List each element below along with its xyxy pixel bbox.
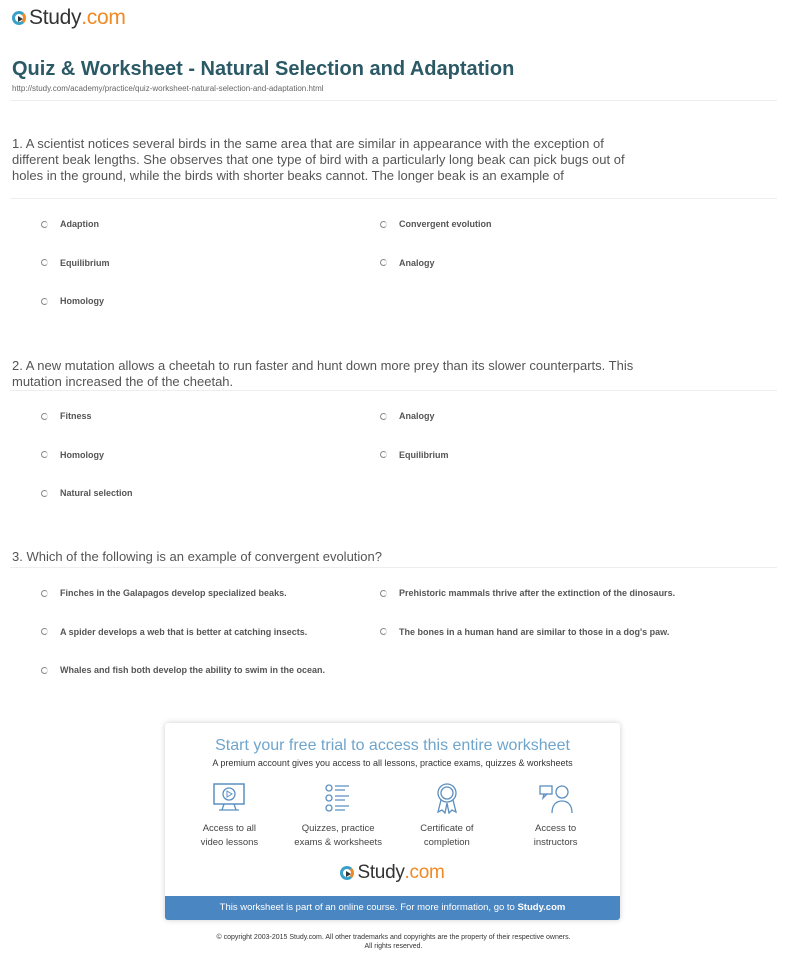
option-label: Finches in the Galapagos develop specialized beaks.	[60, 588, 287, 598]
feature-certificate: Certificate of completion	[397, 782, 497, 850]
answer-option[interactable]	[41, 258, 110, 268]
answer-option[interactable]	[380, 588, 675, 598]
question-text: 3. Which of the following is an example of convergent evolution?	[12, 549, 382, 564]
radio-button[interactable]	[41, 590, 48, 597]
option-label: Analogy	[399, 257, 435, 268]
option-label: Adaption	[60, 219, 99, 229]
feature-quizzes: Quizzes, practice exams & worksheets	[288, 782, 388, 850]
answer-option[interactable]	[41, 488, 133, 498]
logo-text: Study	[29, 6, 82, 29]
course-info-banner	[165, 896, 620, 920]
divider	[10, 390, 777, 391]
logo-dot: .com	[404, 862, 445, 883]
radio-button[interactable]	[41, 451, 48, 458]
promo-logo[interactable]	[165, 862, 620, 884]
answer-option[interactable]	[380, 627, 669, 637]
radio-button[interactable]	[380, 413, 387, 420]
study-link[interactable]: Study.com	[517, 902, 566, 913]
feature-instructors: Access to instructors	[506, 782, 606, 850]
option-label: Homology	[60, 449, 104, 460]
radio-button[interactable]	[41, 413, 48, 420]
logo-dot: .com	[81, 6, 126, 29]
page-url: http://study.com/academy/practice/quiz-worksheet-natural-selection-and-adaptation.html	[12, 84, 324, 93]
answer-option[interactable]	[380, 450, 449, 460]
answer-option[interactable]	[41, 627, 307, 637]
page-title: Quiz & Worksheet - Natural Selection and Adaptation	[12, 58, 515, 80]
play-logo-icon	[12, 11, 26, 25]
option-label: Whales and fish both develop the ability to swim in the ocean.	[60, 665, 326, 675]
answer-option[interactable]	[41, 665, 325, 675]
quiz-list-icon	[320, 782, 356, 814]
banner-text: This worksheet is part of an online course. For more information, go to	[219, 902, 518, 913]
option-label: Fitness	[60, 411, 92, 421]
radio-button[interactable]	[380, 628, 387, 635]
divider	[10, 567, 777, 568]
answer-option[interactable]	[41, 450, 104, 460]
divider	[10, 100, 777, 101]
question-text: 1. A scientist notices several birds in the same area that are similar in appearance with the exception of different beak lengths. She observes that one type of bird with a particularly long beak can pick bugs out of holes in the ground, while the birds with shorter beaks cannot. The longer beak is an example of	[12, 136, 625, 183]
divider	[10, 198, 777, 199]
answer-option[interactable]	[380, 411, 435, 421]
answer-option[interactable]	[41, 588, 287, 598]
option-label: Natural selection	[60, 488, 133, 498]
radio-button[interactable]	[41, 259, 48, 266]
feature-video: Access to all video lessons	[179, 782, 279, 850]
answer-option[interactable]	[41, 296, 104, 306]
option-label: Convergent evolution	[399, 219, 492, 229]
radio-button[interactable]	[41, 667, 48, 674]
radio-button[interactable]	[380, 590, 387, 597]
instructor-icon	[538, 782, 574, 814]
radio-button[interactable]	[380, 259, 387, 266]
option-label: Equilibrium	[399, 449, 449, 460]
video-monitor-icon	[211, 782, 247, 814]
promo-subheading: A premium account gives you access to all lessons, practice exams, quizzes & worksheets	[212, 758, 573, 768]
promo-box	[165, 723, 620, 920]
option-label: Homology	[60, 296, 104, 306]
radio-button[interactable]	[41, 221, 48, 228]
play-logo-icon	[340, 866, 354, 880]
logo-text: Study	[357, 862, 405, 883]
radio-button[interactable]	[41, 298, 48, 305]
option-label: Analogy	[399, 411, 435, 421]
answer-option[interactable]	[380, 258, 435, 268]
radio-button[interactable]	[380, 221, 387, 228]
question-text: 2. A new mutation allows a cheetah to run faster and hunt down more prey than its slower counterparts. This mutation increased the of the cheetah.	[12, 358, 634, 389]
answer-option[interactable]	[380, 219, 492, 229]
copyright: © copyright 2003-2015 Study.com. All other trademarks and copyrights are the property of their respective owners. All rights reserved.	[216, 934, 571, 950]
certificate-icon	[429, 782, 465, 814]
answer-option[interactable]	[41, 411, 92, 421]
study-logo[interactable]	[12, 6, 126, 30]
option-label: Prehistoric mammals thrive after the extinction of the dinosaurs.	[399, 588, 676, 598]
option-label: A spider develops a web that is better at catching insects.	[60, 626, 308, 637]
option-label: Equilibrium	[60, 257, 110, 268]
radio-button[interactable]	[380, 451, 387, 458]
answer-option[interactable]	[41, 219, 99, 229]
radio-button[interactable]	[41, 490, 48, 497]
promo-heading: Start your free trial to access this entire worksheet	[215, 737, 570, 754]
option-label: The bones in a human hand are similar to those in a dog's paw.	[399, 626, 670, 637]
radio-button[interactable]	[41, 628, 48, 635]
